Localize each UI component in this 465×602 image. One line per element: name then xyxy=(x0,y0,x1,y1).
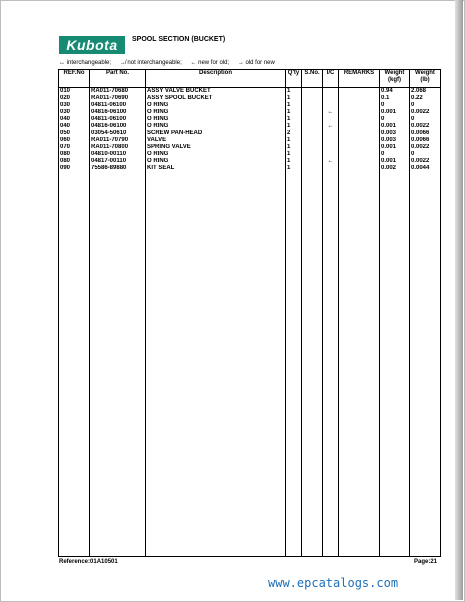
col-header-weight-lb: Weight (lb) xyxy=(410,70,441,88)
cell-remarks xyxy=(339,123,380,130)
cell-qty: 1 xyxy=(286,123,302,130)
cell-ref: 030 xyxy=(59,102,90,109)
table-row xyxy=(59,158,441,165)
cell-weight-kgf: 0.001 xyxy=(380,158,410,165)
cell-ic: ← xyxy=(323,123,339,130)
legend-item-not-interchangeable: ↛ not interchangeable; xyxy=(119,60,182,66)
cell-description: O RING xyxy=(146,151,286,158)
cell-remarks xyxy=(339,102,380,109)
cell-weight-kgf: 0 xyxy=(380,102,410,109)
table-filler-row xyxy=(59,172,441,557)
col-header-qty: Q'ty xyxy=(286,70,302,88)
cell-weight-kgf: 0 xyxy=(380,151,410,158)
cell-ic xyxy=(323,130,339,137)
cell-qty: 1 xyxy=(286,116,302,123)
cell-serial xyxy=(302,165,323,172)
reference-number: Reference:01A10501 xyxy=(59,559,118,565)
page-title: SPOOL SECTION (BUCKET) xyxy=(132,36,226,43)
cell-ic: ← xyxy=(323,109,339,116)
cell-remarks xyxy=(339,95,380,102)
empty-cell xyxy=(380,172,410,557)
col-header-ref: REF.No xyxy=(59,70,90,88)
cell-weight-lb: 0 xyxy=(410,116,441,123)
cell-ref: 090 xyxy=(59,165,90,172)
empty-cell xyxy=(323,172,339,557)
col-header-weight-kgf: Weight (kgf) xyxy=(380,70,410,88)
col-header-description: Description xyxy=(146,70,286,88)
cell-qty: 1 xyxy=(286,109,302,116)
cell-serial xyxy=(302,109,323,116)
cell-serial xyxy=(302,151,323,158)
cell-serial xyxy=(302,95,323,102)
table-row xyxy=(59,109,441,116)
cell-part-no: RA011-70680 xyxy=(90,88,146,96)
cell-description: VALVE xyxy=(146,137,286,144)
cell-qty: 2 xyxy=(286,130,302,137)
cell-remarks xyxy=(339,165,380,172)
empty-cell xyxy=(410,172,441,557)
cell-weight-lb: 0.22 xyxy=(410,95,441,102)
cell-description: O RING xyxy=(146,123,286,130)
empty-cell xyxy=(302,172,323,557)
cell-ic xyxy=(323,116,339,123)
cell-weight-lb: 0.0044 xyxy=(410,165,441,172)
watermark: www.epcatalogs.com xyxy=(268,576,399,590)
cell-weight-kgf: 0.003 xyxy=(380,137,410,144)
cell-weight-kgf: 0.1 xyxy=(380,95,410,102)
cell-remarks xyxy=(339,158,380,165)
cell-weight-lb: 0.0066 xyxy=(410,137,441,144)
cell-description: KIT SEAL xyxy=(146,165,286,172)
legend xyxy=(59,60,282,66)
cell-qty: 1 xyxy=(286,151,302,158)
cell-qty: 1 xyxy=(286,158,302,165)
cell-remarks xyxy=(339,151,380,158)
cell-weight-kgf: 0.001 xyxy=(380,123,410,130)
cell-qty: 1 xyxy=(286,144,302,151)
cell-part-no: RA011-70790 xyxy=(90,137,146,144)
table-row xyxy=(59,116,441,123)
col-header-ic: I/C xyxy=(323,70,339,88)
cell-ic xyxy=(323,102,339,109)
cell-ic xyxy=(323,95,339,102)
empty-cell xyxy=(286,172,302,557)
cell-part-no: 04811-06100 xyxy=(90,102,146,109)
legend-item-old-for-new: → old for new xyxy=(237,60,275,66)
cell-part-no: RA011-70690 xyxy=(90,95,146,102)
table-row xyxy=(59,165,441,172)
table-header-row xyxy=(59,70,441,88)
cell-description: SPRING VALVE xyxy=(146,144,286,151)
cell-part-no: 04810-00110 xyxy=(90,151,146,158)
cell-serial xyxy=(302,137,323,144)
cell-part-no: 04816-06100 xyxy=(90,109,146,116)
cell-remarks xyxy=(339,137,380,144)
cell-weight-lb: 0 xyxy=(410,151,441,158)
cell-serial xyxy=(302,102,323,109)
cell-weight-kgf: 0.001 xyxy=(380,144,410,151)
cell-ref: 080 xyxy=(59,158,90,165)
cell-weight-lb: 0.0066 xyxy=(410,130,441,137)
empty-cell xyxy=(90,172,146,557)
cell-remarks xyxy=(339,130,380,137)
cell-qty: 1 xyxy=(286,137,302,144)
cell-description: O RING xyxy=(146,102,286,109)
cell-ref: 060 xyxy=(59,137,90,144)
cell-weight-kgf: 0.94 xyxy=(380,88,410,96)
cell-part-no: 04817-00110 xyxy=(90,158,146,165)
cell-remarks xyxy=(339,88,380,96)
cell-weight-lb: 0.0022 xyxy=(410,123,441,130)
cell-weight-kgf: 0.003 xyxy=(380,130,410,137)
cell-ref: 040 xyxy=(59,123,90,130)
cell-serial xyxy=(302,158,323,165)
table-row xyxy=(59,102,441,109)
cell-description: ASSY VALVE BUCKET xyxy=(146,88,286,96)
cell-serial xyxy=(302,88,323,96)
table-row xyxy=(59,144,441,151)
cell-weight-kgf: 0 xyxy=(380,116,410,123)
cell-ref: 070 xyxy=(59,144,90,151)
cell-ref: 080 xyxy=(59,151,90,158)
cell-qty: 1 xyxy=(286,165,302,172)
col-header-part-no: Part No. xyxy=(90,70,146,88)
cell-description: O RING xyxy=(146,109,286,116)
empty-cell xyxy=(339,172,380,557)
cell-qty: 1 xyxy=(286,102,302,109)
cell-weight-lb: 2.068 xyxy=(410,88,441,96)
cell-description: O RING xyxy=(146,158,286,165)
cell-ic xyxy=(323,144,339,151)
cell-remarks xyxy=(339,109,380,116)
cell-description: ASSY SPOOL BUCKET xyxy=(146,95,286,102)
table-row xyxy=(59,130,441,137)
table-row xyxy=(59,88,441,96)
cell-serial xyxy=(302,144,323,151)
cell-qty: 1 xyxy=(286,95,302,102)
cell-serial xyxy=(302,130,323,137)
cell-remarks xyxy=(339,116,380,123)
cell-weight-kgf: 0.002 xyxy=(380,165,410,172)
cell-ref: 030 xyxy=(59,109,90,116)
cell-serial xyxy=(302,123,323,130)
page-number: Page:21 xyxy=(414,559,438,565)
col-header-remarks: REMARKS xyxy=(339,70,380,88)
kubota-logo: Kubota xyxy=(59,36,125,54)
empty-cell xyxy=(59,172,90,557)
legend-item-interchangeable: ↔ interchangeable; xyxy=(59,60,112,66)
cell-weight-lb: 0.0022 xyxy=(410,158,441,165)
cell-part-no: 03054-50610 xyxy=(90,130,146,137)
cell-ic xyxy=(323,137,339,144)
cell-description: SCREW PAN-HEAD xyxy=(146,130,286,137)
cell-ref: 050 xyxy=(59,130,90,137)
cell-ic xyxy=(323,151,339,158)
table-row xyxy=(59,123,441,130)
cell-ref: 010 xyxy=(59,88,90,96)
cell-weight-lb: 0.0022 xyxy=(410,144,441,151)
table-row xyxy=(59,137,441,144)
table-row xyxy=(59,95,441,102)
col-header-serial: S.No. xyxy=(302,70,323,88)
legend-item-new-for-old: ← new for old; xyxy=(190,60,230,66)
cell-part-no: RA011-70800 xyxy=(90,144,146,151)
cell-remarks xyxy=(339,144,380,151)
cell-weight-lb: 0 xyxy=(410,102,441,109)
cell-qty: 1 xyxy=(286,88,302,96)
cell-weight-kgf: 0.001 xyxy=(380,109,410,116)
parts-table xyxy=(58,69,441,557)
cell-serial xyxy=(302,116,323,123)
cell-ic xyxy=(323,88,339,96)
empty-cell xyxy=(146,172,286,557)
cell-part-no: 75586-89880 xyxy=(90,165,146,172)
cell-description: O RING xyxy=(146,116,286,123)
cell-ref: 020 xyxy=(59,95,90,102)
cell-ic xyxy=(323,165,339,172)
cell-ic: ← xyxy=(323,158,339,165)
scrollbar-shadow xyxy=(455,0,463,600)
cell-weight-lb: 0.0022 xyxy=(410,109,441,116)
cell-part-no: 04811-06100 xyxy=(90,116,146,123)
table-row xyxy=(59,151,441,158)
cell-part-no: 04816-06100 xyxy=(90,123,146,130)
cell-ref: 040 xyxy=(59,116,90,123)
